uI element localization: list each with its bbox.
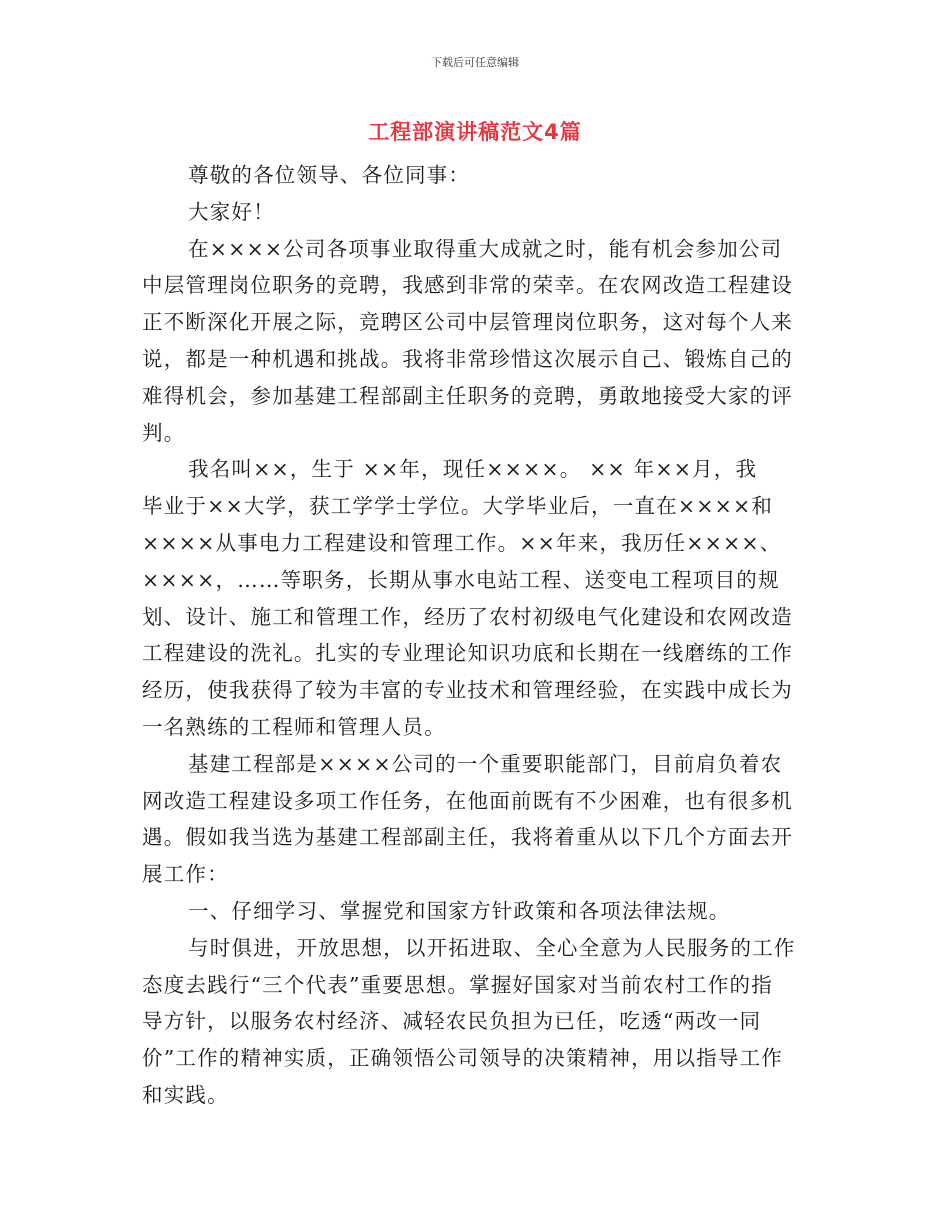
text-line: ××××，……等职务，长期从事水电站工程、送变电工程项目的规 bbox=[142, 567, 780, 592]
text-line: 工程建设的洗礼。扎实的专业理论知识功底和长期在一线磨练的工作 bbox=[142, 641, 793, 666]
text-line: 说，都是一种机遇和挑战。我将非常珍惜这次展示自己、锻炼自己的 bbox=[142, 346, 793, 371]
text-line: 和实践。 bbox=[142, 1082, 229, 1107]
text-line: 划、设计、施工和管理工作，经历了农村初级电气化建设和农网改造 bbox=[142, 604, 793, 629]
paragraph-salutation bbox=[142, 157, 807, 194]
text-line: 一、仔细学习、掌握党和国家方针政策和各项法律法规。 bbox=[188, 898, 731, 923]
text-line: 展工作： bbox=[142, 862, 229, 887]
text-line: 网改造工程建设多项工作任务，在他面前既有不少困难，也有很多机 bbox=[142, 788, 793, 813]
paragraph-background bbox=[142, 451, 807, 745]
text-line: 我名叫××，生于 ××年，现任××××。 ×× 年××月，我 bbox=[188, 457, 758, 482]
text-line: 在××××公司各项事业取得重大成就之时，能有机会参加公司 bbox=[188, 236, 783, 261]
paragraph-point-one bbox=[142, 893, 807, 930]
text-line: ××××从事电力工程建设和管理工作。××年来，我历任××××、 bbox=[142, 530, 782, 555]
text-line: 价”工作的精神实质，正确领悟公司领导的决策精神，用以指导工作 bbox=[142, 1046, 783, 1071]
paragraph-department bbox=[142, 746, 807, 893]
paragraph-greeting bbox=[142, 194, 807, 231]
text-line: 经历，使我获得了较为丰富的专业技术和管理经验，在实践中成长为 bbox=[142, 678, 793, 703]
text-line: 一名熟练的工程师和管理人员。 bbox=[142, 714, 446, 739]
text-line: 基建工程部是××××公司的一个重要职能部门，目前肩负着农 bbox=[188, 751, 783, 776]
header-note: 下载后可任意编辑 bbox=[431, 56, 519, 69]
text-line: 遇。假如我当选为基建工程部副主任，我将着重从以下几个方面去开 bbox=[142, 825, 793, 850]
text-line: 正不断深化开展之际，竞聘区公司中层管理岗位职务，这对每个人来 bbox=[142, 310, 793, 335]
text-line: 与时俱进，开放思想，以开拓进取、全心全意为人民服务的工作 bbox=[188, 935, 796, 960]
text-line: 难得机会，参加基建工程部副主任职务的竞聘，勇敢地接受大家的评 bbox=[142, 383, 793, 408]
text-line: 毕业于××大学，获工学学士学位。大学毕业后，一直在××××和 bbox=[142, 494, 774, 519]
text-line: 中层管理岗位职务的竞聘，我感到非常的荣幸。在农网改造工程建设 bbox=[142, 273, 793, 298]
text-line: 大家好！ bbox=[188, 199, 275, 224]
text-line: 态度去践行“三个代表”重要思想。掌握好国家对当前农村工作的指 bbox=[142, 972, 773, 997]
document-title: 工程部演讲稿范文4篇 bbox=[368, 120, 582, 144]
text-line: 导方针，以服务农村经济、减轻农民负担为已任，吃透“两改一同 bbox=[142, 1009, 762, 1034]
paragraph-intro bbox=[142, 231, 807, 452]
document-body bbox=[142, 157, 807, 1114]
text-line: 尊敬的各位领导、各位同事： bbox=[188, 163, 471, 187]
paragraph-point-one-detail bbox=[142, 930, 807, 1114]
text-line: 判。 bbox=[142, 420, 186, 445]
